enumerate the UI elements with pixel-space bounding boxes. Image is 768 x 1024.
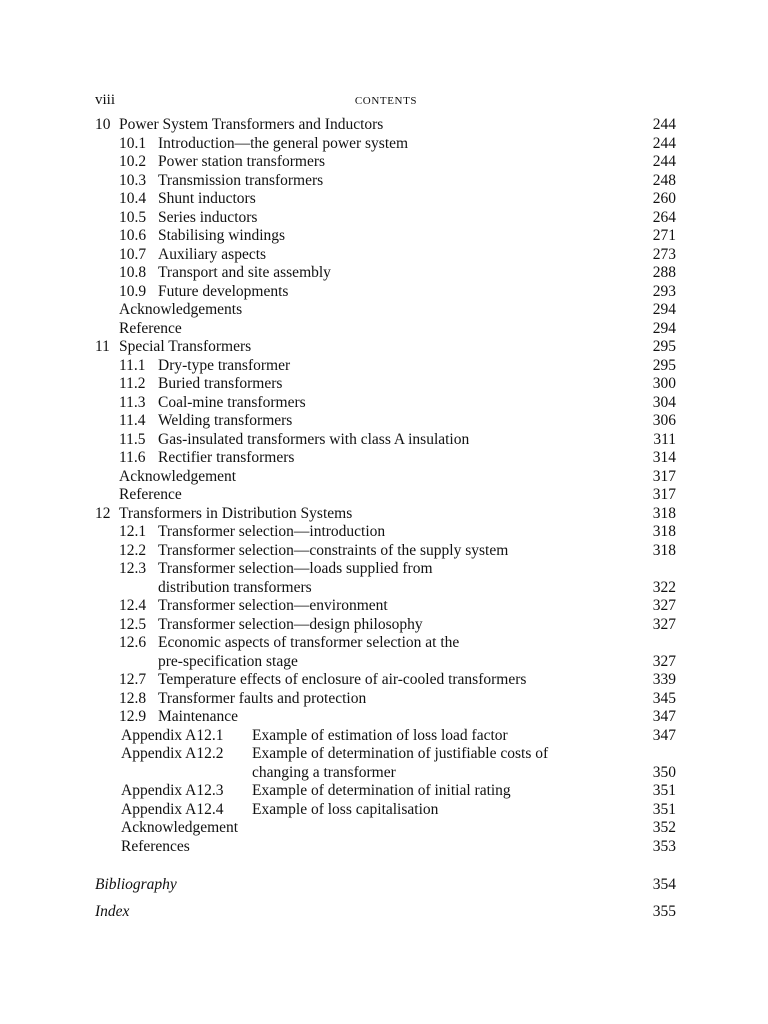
toc-entry-page: 260 — [652, 190, 676, 207]
toc-entry-page: 327 — [652, 652, 676, 670]
back-matter-page: 354 — [652, 876, 676, 893]
toc-entry-title: Transformer selection—design philosophy — [158, 615, 423, 633]
toc-entry — [0, 764, 768, 783]
toc-entry-page: 314 — [652, 449, 676, 466]
toc-entry-page: 295 — [652, 338, 676, 355]
toc-entry-title: Acknowledgements — [119, 301, 243, 318]
toc-entry-number: 10.8 — [119, 264, 147, 281]
toc-entry — [0, 597, 768, 616]
toc-entry-number: 11.6 — [119, 449, 146, 466]
toc-entry-number: 10.9 — [119, 282, 147, 300]
toc-entry-title: Example of determination of initial rating — [252, 782, 511, 799]
toc-entry-title: Acknowledgement — [119, 467, 237, 485]
toc-entry — [0, 745, 768, 764]
toc-entry-page: 351 — [652, 782, 676, 799]
toc-entry-page: 318 — [652, 523, 676, 540]
toc-entry-page: 271 — [652, 227, 676, 244]
toc-entry-page: 244 — [652, 153, 676, 170]
toc-entry-number: 10.2 — [119, 153, 147, 170]
toc-entry — [0, 634, 768, 653]
toc-entry-number: 12.7 — [119, 671, 147, 688]
toc-entry-title: pre-specification stage — [158, 652, 298, 670]
toc-entry — [0, 468, 768, 487]
toc-entry-title: Example of determination of justifiable costs of — [252, 745, 549, 762]
back-matter-entry — [0, 876, 768, 895]
toc-entry-page: 248 — [652, 171, 676, 189]
toc-entry-title: Future developments — [158, 282, 289, 300]
toc-entry — [0, 486, 768, 505]
toc-entry-page: 327 — [652, 615, 676, 633]
toc-entry-title: Power station transformers — [158, 153, 326, 170]
toc-entry-page: 352 — [652, 819, 676, 836]
toc-entry — [0, 690, 768, 709]
toc-entry-number: 12.3 — [119, 560, 147, 577]
toc-entry-page: 347 — [652, 726, 676, 744]
toc-entry-page: 350 — [652, 763, 676, 781]
toc-entry-title: Reference — [119, 486, 182, 503]
back-matter-entry — [0, 903, 768, 922]
toc-entry-title: Example of loss capitalisation — [252, 800, 439, 818]
toc-entry-page: 347 — [652, 708, 676, 725]
toc-entry-number: 10.6 — [119, 227, 147, 244]
toc-entry — [0, 338, 768, 357]
toc-entry — [0, 782, 768, 801]
toc-entry — [0, 653, 768, 672]
toc-entry-page: 317 — [652, 467, 676, 485]
toc-entry-title: Special Transformers — [119, 338, 252, 355]
toc-entry-page: 293 — [652, 282, 676, 300]
toc-entry — [0, 708, 768, 727]
toc-entry-page: 353 — [652, 837, 676, 855]
toc-entry-number: 12.9 — [119, 708, 147, 725]
toc-entry-title: Economic aspects of transformer selection at the — [158, 634, 460, 651]
toc-entry-title: Welding transformers — [158, 412, 293, 429]
toc-entry-number: 12.6 — [119, 634, 147, 651]
toc-entry-number: 10.4 — [119, 190, 147, 207]
toc-entry — [0, 431, 768, 450]
toc-entry — [0, 264, 768, 283]
toc-entry-page: 288 — [652, 264, 676, 281]
toc-entry — [0, 727, 768, 746]
running-head: CONTENTS — [354, 95, 418, 107]
toc-entry-page: 339 — [652, 671, 676, 688]
back-matter-page: 355 — [652, 903, 676, 920]
toc-entry-title: Power System Transformers and Inductors — [119, 116, 384, 133]
toc-entry — [0, 560, 768, 579]
toc-entry-number: Appendix A12.3 — [121, 782, 224, 799]
toc-entry-number: 10.1 — [119, 134, 147, 152]
toc-entry-title: Introduction—the general power system — [158, 134, 409, 152]
back-matter-title: Index — [95, 903, 130, 920]
toc-entry-number: 10 — [95, 116, 111, 133]
toc-entry-title: Gas-insulated transformers with class A insulation — [158, 430, 470, 448]
toc-entry-number: 12 — [95, 504, 111, 522]
toc-entry-number: 12.1 — [119, 523, 147, 540]
toc-entry-page: 318 — [652, 541, 676, 559]
toc-entry-page: 273 — [652, 245, 676, 263]
toc-entry-page: 244 — [652, 116, 676, 133]
toc-entry-page: 295 — [652, 356, 676, 374]
toc-entry-title: Transformer selection—introduction — [158, 523, 386, 540]
toc-entry — [0, 209, 768, 228]
toc-entry-title: Transmission transformers — [158, 171, 324, 189]
toc-entry — [0, 616, 768, 635]
toc-entry-title: Dry-type transformer — [158, 356, 291, 374]
toc-entry-title: Reference — [119, 319, 182, 337]
toc-entry — [0, 301, 768, 320]
toc-entry-page: 264 — [652, 208, 676, 226]
toc-entry-page: 300 — [652, 375, 676, 392]
toc-entry — [0, 801, 768, 820]
toc-entry — [0, 357, 768, 376]
toc-entry — [0, 523, 768, 542]
toc-entry — [0, 153, 768, 172]
toc-entry — [0, 671, 768, 690]
toc-entry-title: changing a transformer — [252, 763, 396, 781]
toc-entry-page: 317 — [652, 486, 676, 503]
toc-entry-title: Rectifier transformers — [158, 449, 295, 466]
toc-entry-number: 12.4 — [119, 597, 147, 614]
toc-entry-title: Shunt inductors — [158, 190, 256, 207]
toc-entry-title: Coal-mine transformers — [158, 393, 306, 411]
toc-entry-title: Transformer selection—constraints of the supply system — [158, 541, 509, 559]
toc-entry — [0, 320, 768, 339]
toc-entry-title: Transport and site assembly — [158, 264, 331, 281]
toc-entry-number: 10.7 — [119, 245, 147, 263]
toc-entry — [0, 412, 768, 431]
toc-entry — [0, 394, 768, 413]
toc-entry-title: Auxiliary aspects — [158, 245, 267, 263]
toc-entry-title: Acknowledgement — [121, 819, 239, 836]
toc-entry-title: Transformers in Distribution Systems — [119, 504, 353, 522]
toc-entry-title: References — [121, 837, 190, 855]
toc-entry-title: Series inductors — [158, 208, 258, 226]
toc-entry — [0, 246, 768, 265]
toc-entry — [0, 579, 768, 598]
page-folio: viii — [95, 92, 116, 108]
toc-entry-page: 351 — [652, 800, 676, 818]
page-header — [95, 92, 677, 114]
toc-entry-page: 345 — [652, 689, 676, 707]
toc-entry-title: Transformer faults and protection — [158, 689, 367, 707]
toc-entry-number: 11.4 — [119, 412, 146, 429]
back-matter-title: Bibliography — [95, 876, 177, 893]
toc-entry-page: 327 — [652, 597, 676, 614]
toc-entry-number: 11.3 — [119, 393, 146, 411]
toc-entry — [0, 283, 768, 302]
toc-entry-title: Stabilising windings — [158, 227, 286, 244]
toc-entry-number: 10.3 — [119, 171, 147, 189]
toc-entry — [0, 819, 768, 838]
toc-entry-title: Maintenance — [158, 708, 239, 725]
toc-entry-number: Appendix A12.2 — [121, 745, 224, 762]
toc-entry — [0, 227, 768, 246]
toc-entry-page: 294 — [652, 319, 676, 337]
toc-entry — [0, 838, 768, 857]
toc-entry-number: 11.5 — [119, 430, 146, 448]
toc-entry-number: 12.2 — [119, 541, 147, 559]
toc-entry — [0, 172, 768, 191]
toc-entry — [0, 116, 768, 135]
toc-entry-number: 11.1 — [119, 356, 146, 374]
toc-entry-title: Buried transformers — [158, 375, 283, 392]
toc-entry — [0, 375, 768, 394]
toc-entry-title: Temperature effects of enclosure of air-cooled transformers — [158, 671, 527, 688]
toc-entry — [0, 190, 768, 209]
toc-entry-page: 294 — [652, 301, 676, 318]
toc-entry-number: 11 — [95, 338, 110, 355]
toc-entry-number: 11.2 — [119, 375, 146, 392]
toc-entry-title: Transformer selection—environment — [158, 597, 388, 614]
toc-entry-number: 12.5 — [119, 615, 147, 633]
toc-entry-page: 311 — [653, 430, 676, 448]
toc-entry-title: Example of estimation of loss load factor — [252, 726, 508, 744]
toc-entry-number: 10.5 — [119, 208, 147, 226]
toc-entry-title: distribution transformers — [158, 578, 312, 596]
toc-entry-page: 306 — [652, 412, 676, 429]
toc-entry — [0, 449, 768, 468]
toc-entry-page: 322 — [652, 578, 676, 596]
toc-entry-title: Transformer selection—loads supplied from — [158, 560, 433, 577]
toc-entry — [0, 542, 768, 561]
toc-entry — [0, 135, 768, 154]
toc-entry-page: 304 — [652, 393, 676, 411]
toc-entry-page: 318 — [652, 504, 676, 522]
toc-entry — [0, 505, 768, 524]
toc-entry-page: 244 — [652, 134, 676, 152]
toc-entry-number: Appendix A12.4 — [121, 800, 224, 818]
toc-entry-number: 12.8 — [119, 689, 147, 707]
toc-entry-number: Appendix A12.1 — [121, 726, 224, 744]
